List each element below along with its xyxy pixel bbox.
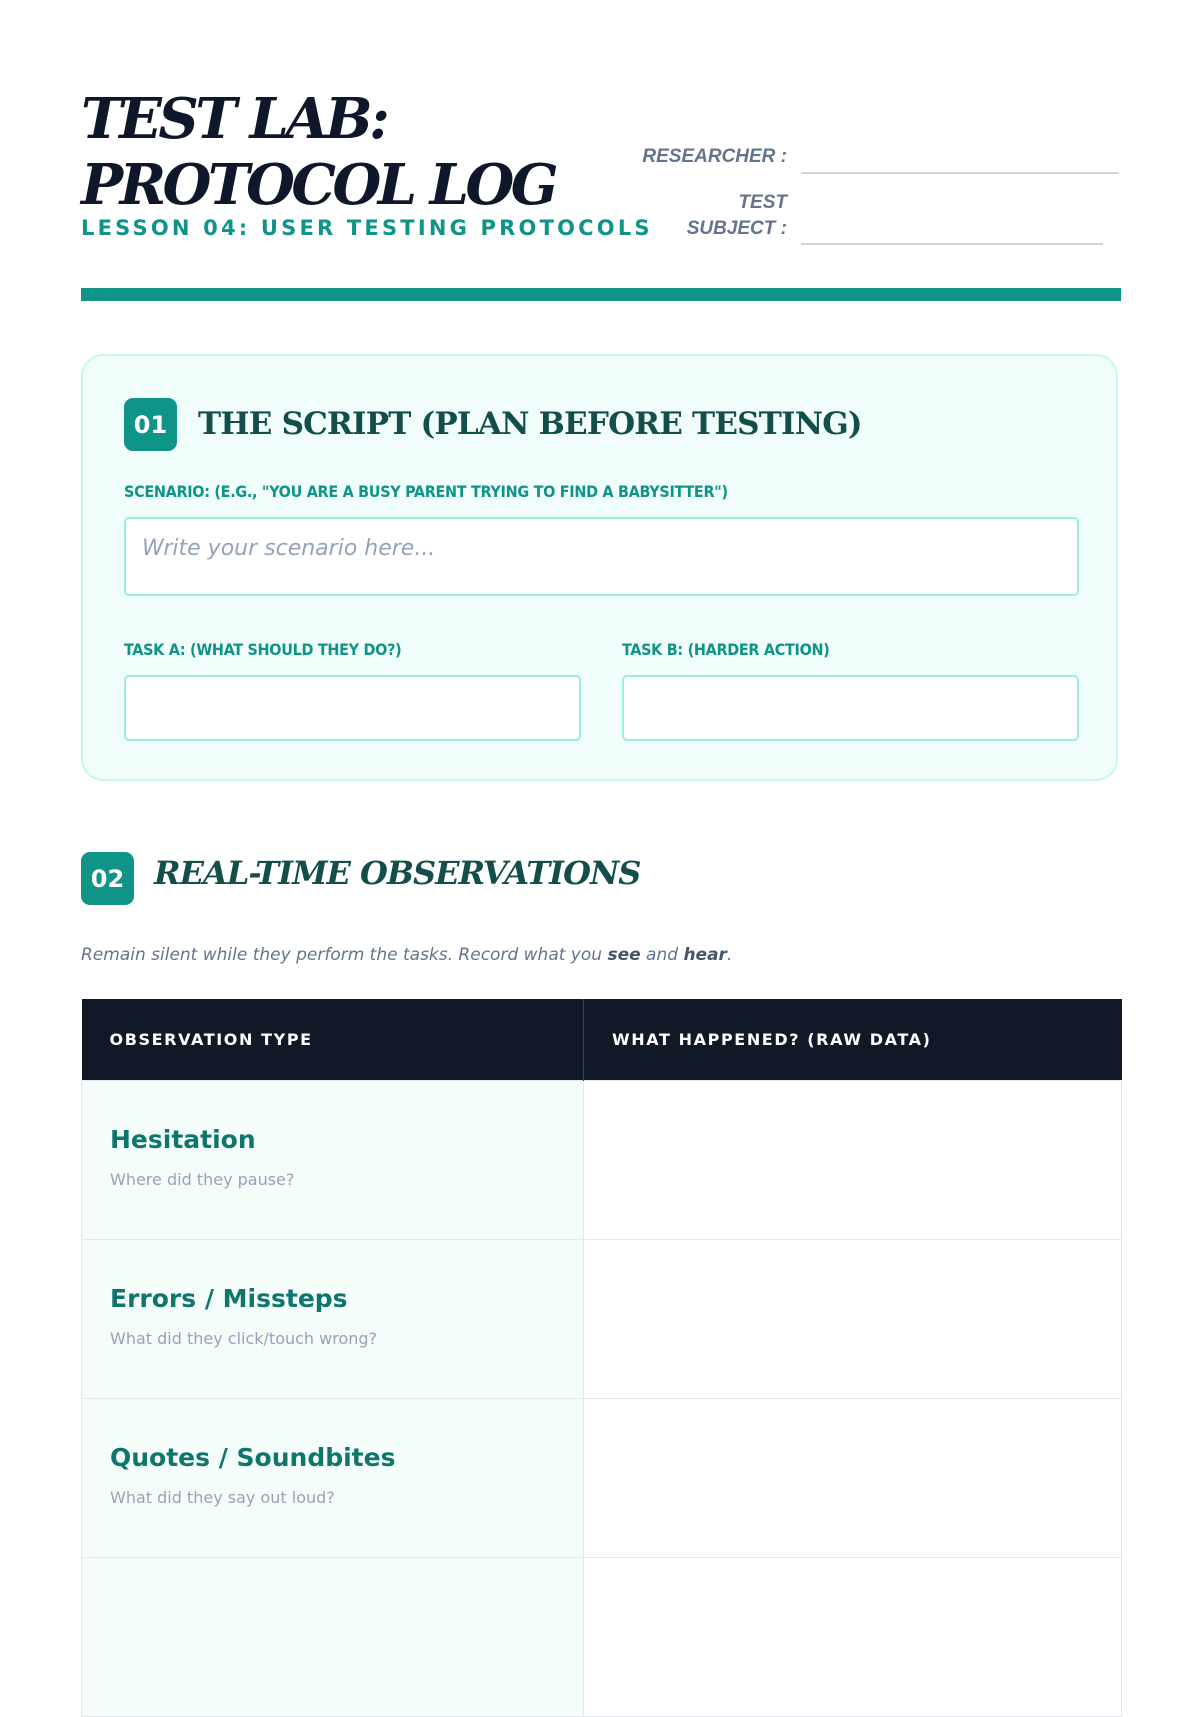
observation-name: Quotes / Soundbites — [110, 1443, 396, 1472]
observation-name: Hesitation — [110, 1125, 256, 1154]
observation-type-cell — [82, 1399, 584, 1558]
instruction-end: . — [726, 945, 733, 965]
instruction-hear: hear — [683, 945, 727, 965]
observation-name: Errors / Missteps — [110, 1284, 348, 1313]
observation-hint: What did they click/touch wrong? — [110, 1329, 378, 1348]
observation-type-cell — [82, 1081, 584, 1240]
observations-table — [81, 999, 1122, 1717]
header-divider — [81, 288, 1121, 301]
table-header-row — [82, 999, 1122, 1081]
table-row — [82, 1240, 1122, 1399]
test-subject-input-line[interactable] — [801, 243, 1103, 245]
title-line-1: TEST LAB: — [81, 86, 387, 152]
table-row — [82, 1558, 1122, 1717]
scenario-input[interactable] — [124, 517, 1079, 596]
observations-section-title: REAL-TIME OBSERVATIONS — [154, 854, 641, 892]
column-header-observation-type: OBSERVATION TYPE — [82, 999, 584, 1081]
table-row — [82, 1081, 1122, 1240]
test-subject-label — [641, 190, 787, 242]
test-subject-label-line1: TEST — [738, 192, 787, 213]
instruction-see: see — [607, 945, 641, 965]
task-a-input[interactable] — [124, 675, 581, 741]
title-line-2: PROTOCOL LOG — [81, 152, 556, 218]
researcher-label: RESEARCHER : — [642, 146, 787, 167]
observation-type-cell — [82, 1240, 584, 1399]
task-b-input[interactable] — [622, 675, 1079, 741]
scenario-label: SCENARIO: (E.G., "YOU ARE A BUSY PARENT TRYING TO FIND A BABYSITTER") — [124, 482, 728, 501]
task-b-label: TASK B: (HARDER ACTION) — [622, 640, 830, 659]
instruction-text: Remain silent while they perform the tasks. Record what you — [81, 945, 608, 965]
raw-data-cell[interactable] — [584, 1240, 1122, 1399]
test-subject-field — [641, 190, 1103, 242]
researcher-field — [641, 144, 1119, 170]
researcher-input-line[interactable] — [801, 172, 1119, 174]
observation-type-cell — [82, 1558, 584, 1717]
table-row — [82, 1399, 1122, 1558]
column-header-raw-data: WHAT HAPPENED? (RAW DATA) — [584, 999, 1122, 1081]
test-subject-label-line2: SUBJECT : — [686, 218, 787, 239]
page-title — [81, 86, 641, 218]
raw-data-cell[interactable] — [584, 1081, 1122, 1240]
page-subtitle: LESSON 04: USER TESTING PROTOCOLS — [81, 216, 653, 240]
section-number-badge: 02 — [81, 852, 134, 905]
raw-data-cell[interactable] — [584, 1558, 1122, 1717]
script-section-title: THE SCRIPT (PLAN BEFORE TESTING) — [198, 406, 862, 442]
raw-data-cell[interactable] — [584, 1399, 1122, 1558]
observations-instruction — [81, 945, 732, 965]
task-a-label: TASK A: (WHAT SHOULD THEY DO?) — [124, 640, 402, 659]
observation-hint: What did they say out loud? — [110, 1488, 335, 1507]
instruction-and: and — [640, 945, 684, 965]
script-section-card — [81, 354, 1118, 781]
section-number-badge: 01 — [124, 398, 177, 451]
observation-hint: Where did they pause? — [110, 1170, 295, 1189]
scenario-placeholder: Write your scenario here... — [142, 536, 436, 561]
